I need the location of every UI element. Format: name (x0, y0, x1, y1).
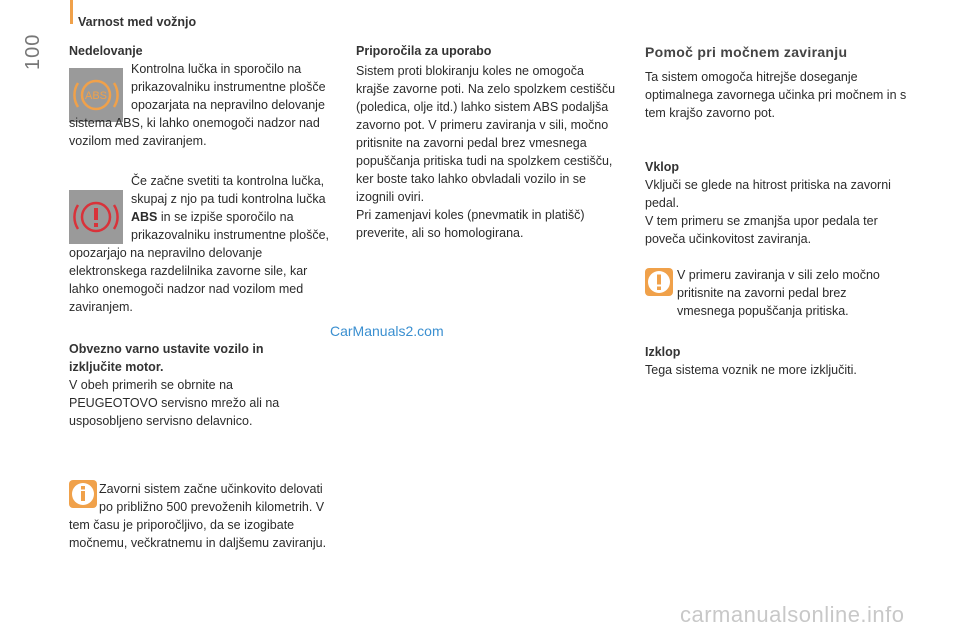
recommendations-heading: Priporočila za uporabo (356, 44, 492, 58)
abs-icon-label: ABS (84, 90, 108, 102)
ebd-paragraph (69, 172, 333, 316)
info-icon (69, 480, 97, 508)
malfunction-text: Kontrolna lučka in sporočilo na prikazovalniku instrumentne plošče opozarjata na nepravilno delovanje sistema ABS, ki lahko onemogoči nadzor nad vozilom med zaviranjem. (69, 62, 326, 148)
emergency-warning-text: V primeru zaviranja v sili zelo močno pritisnite na zavorni pedal brez vmesnega popuščanja pritiska. (677, 268, 880, 318)
activation-paragraph-1: Vključi se glede na hitrost pritiska na zavorni pedal. (645, 178, 891, 210)
heading-malfunction: Nedelovanje (69, 44, 143, 58)
info-note (69, 480, 327, 552)
recommendations-paragraph-1: Sistem proti blokiranju koles ne omogoča krajše zavorne poti. Na zelo spolzkem cestišču (poledica, olje itd.) lahko sistem ABS podaljša zavorno pot. V primeru zaviranja v sili, močno pritisnite na zavorni pedal brez vmesnega popuščanja pritiska tudi na spolzkem cestišču, ker boste tako lahko obvladali vozilo in se izognili oviri. (356, 64, 616, 204)
footer-watermark: carmanualsonline.info (680, 602, 905, 627)
deactivation-paragraph: Tega sistema voznik ne more izključiti. (645, 363, 857, 377)
ebd-text-abs: ABS (131, 210, 158, 224)
malfunction-paragraph (69, 60, 331, 150)
emergency-braking-intro: Ta sistem omogoča hitrejše doseganje optimalnega zavornega učinka pri močnem in s tem krajšo zavorno pot. (645, 70, 907, 120)
service-paragraph: V obeh primerih se obrnite na PEUGEOTOVO servisno mrežo ali na usposobljeno servisno delavnico. (69, 378, 280, 428)
page-header-title: Varnost med vožnjo (78, 15, 197, 29)
header-accent-bar (70, 0, 73, 24)
activation-paragraph-2: V tem primeru se zmanjša upor pedala ter poveča učinkovitost zaviranja. (645, 214, 878, 246)
page-number: 100 (22, 33, 44, 70)
warning-icon (645, 268, 673, 296)
watermark-carmanuals2: CarManuals2.com (330, 323, 444, 339)
section-title-emergency-braking: Pomoč pri močnem zaviranju (645, 44, 848, 60)
info-note-text: Zavorni sistem začne učinkovito delovati po približno 500 prevoženih kilometrih. V tem času je priporočljivo, da se izogibate močnemu, večkratnemu in daljšemu zaviranju. (69, 482, 327, 550)
deactivation-heading: Izklop (645, 345, 681, 359)
stop-vehicle-warning: Obvezno varno ustavite vozilo in izključite motor. (69, 342, 264, 374)
recommendations-paragraph-2: Pri zamenjavi koles (pnevmatik in platišč) preverite, ali so homologirana. (356, 208, 585, 240)
ebd-text-before: Če začne svetiti ta kontrolna lučka, skupaj z njo pa tudi kontrolna lučka (131, 174, 326, 206)
activation-heading: Vklop (645, 160, 680, 174)
ebd-text-after: in se izpiše sporočilo na prikazovalniku instrumentne plošče, opozarjajo na nepravilno delovanje elektronskega razdelilnika zavorne sile, kar lahko onemogoči nadzor nad vozilom med zaviranjem. (69, 210, 330, 314)
